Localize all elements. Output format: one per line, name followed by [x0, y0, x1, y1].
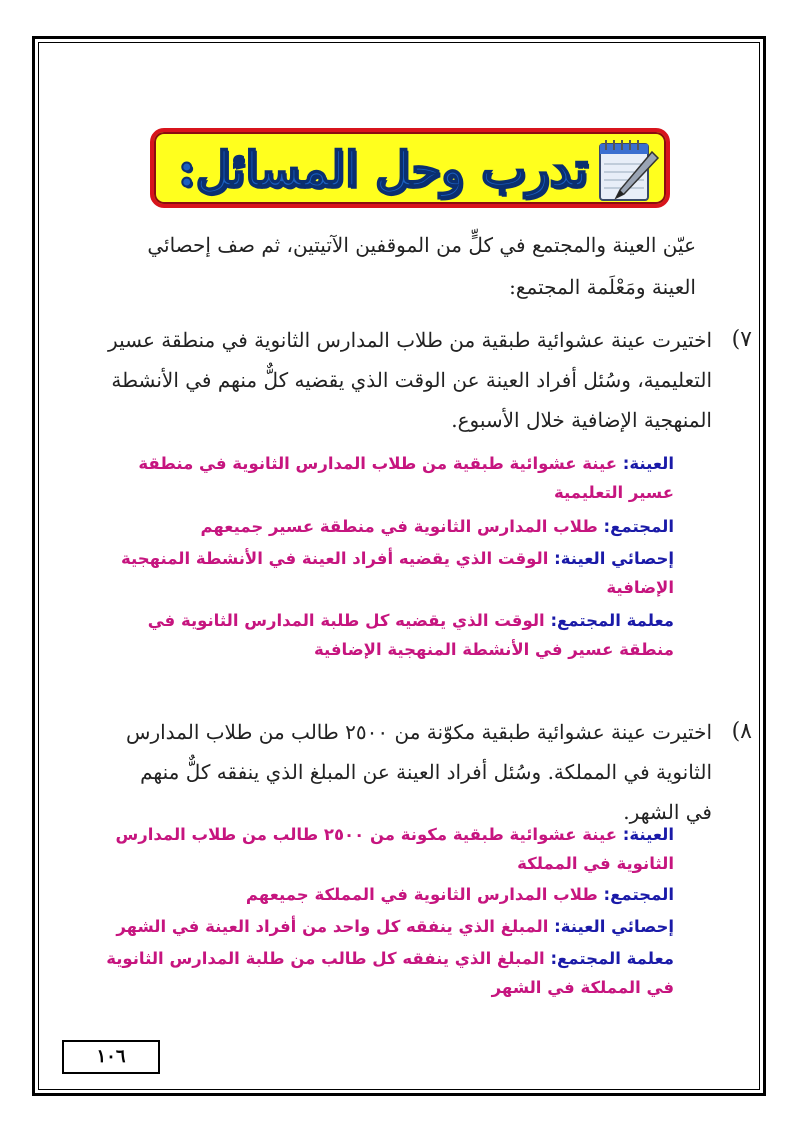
problem-8 [72, 712, 752, 832]
answer-label: معلمة المجتمع: [550, 611, 674, 630]
answer-sample [104, 820, 674, 878]
instructions-line-1: عيّن العينة والمجتمع في كلٍّ من الموقفين الآتيتين، ثم صف إحصائي [147, 233, 696, 257]
answer-label: العينة: [622, 454, 674, 473]
answer-value: طلاب المدارس الثانوية في المملكة جميعهم [245, 885, 598, 904]
problem-text-line: في الشهر. [623, 800, 712, 824]
problem-number: ٧) [731, 327, 752, 352]
notepad-pencil-icon [594, 134, 660, 204]
answer-value: عينة عشوائية طبقية مكونة من ٢٥٠٠ طالب من طلاب المدارس الثانوية في المملكة [115, 825, 674, 873]
instructions [96, 224, 696, 308]
page-number: ١٠٦ [62, 1040, 160, 1074]
section-banner [150, 128, 670, 208]
answer-statistic [104, 544, 674, 602]
answer-label: معلمة المجتمع: [550, 949, 674, 968]
answer-value: طلاب المدارس الثانوية في منطقة عسير جميعهم [200, 517, 598, 536]
answer-label: المجتمع: [603, 517, 674, 536]
answer-parameter [104, 606, 674, 664]
answer-label: المجتمع: [603, 885, 674, 904]
answer-value: المبلغ الذي ينفقه كل طالب من طلبة المدارس الثانوية في المملكة في الشهر [106, 949, 674, 997]
answer-statistic [104, 912, 674, 941]
answer-population [104, 512, 674, 541]
answer-value: المبلغ الذي ينفقه كل واحد من أفراد العينة في الشهر [116, 917, 549, 936]
answer-parameter [104, 944, 674, 1002]
problem-text-line: اختيرت عينة عشوائية طبقية من طلاب المدارس الثانوية في منطقة عسير [108, 328, 712, 352]
answer-sample [104, 449, 674, 507]
problem-text-line: اختيرت عينة عشوائية طبقية مكوّنة من ٢٥٠٠ طالب من طلاب المدارس [126, 720, 712, 744]
answer-label: إحصائي العينة: [554, 549, 674, 568]
section-title: تدرب وحل المسائل: [177, 142, 588, 198]
answer-label: العينة: [622, 825, 674, 844]
answer-value: الوقت الذي يقضيه أفراد العينة في الأنشطة المنهجية الإضافية [120, 549, 674, 597]
answer-label: إحصائي العينة: [554, 917, 674, 936]
problem-number: ٨) [731, 719, 752, 744]
problem-text-line: الثانوية في المملكة. وسُئل أفراد العينة عن المبلغ الذي ينفقه كلٌّ منهم [140, 760, 712, 784]
problem-text-line: التعليمية، وسُئل أفراد العينة عن الوقت الذي يقضيه كلٌّ منهم في الأنشطة [111, 368, 712, 392]
problem-7 [72, 320, 752, 440]
answer-population [104, 880, 674, 909]
answer-value: عينة عشوائية طبقية من طلاب المدارس الثانوية في منطقة عسير التعليمية [138, 454, 674, 502]
problem-text-line: المنهجية الإضافية خلال الأسبوع. [451, 408, 712, 432]
instructions-line-2: العينة ومَعْلَمة المجتمع: [509, 275, 696, 299]
answer-value: الوقت الذي يقضيه كل طلبة المدارس الثانوية في منطقة عسير في الأنشطة المنهجية الإضافية [147, 611, 674, 659]
